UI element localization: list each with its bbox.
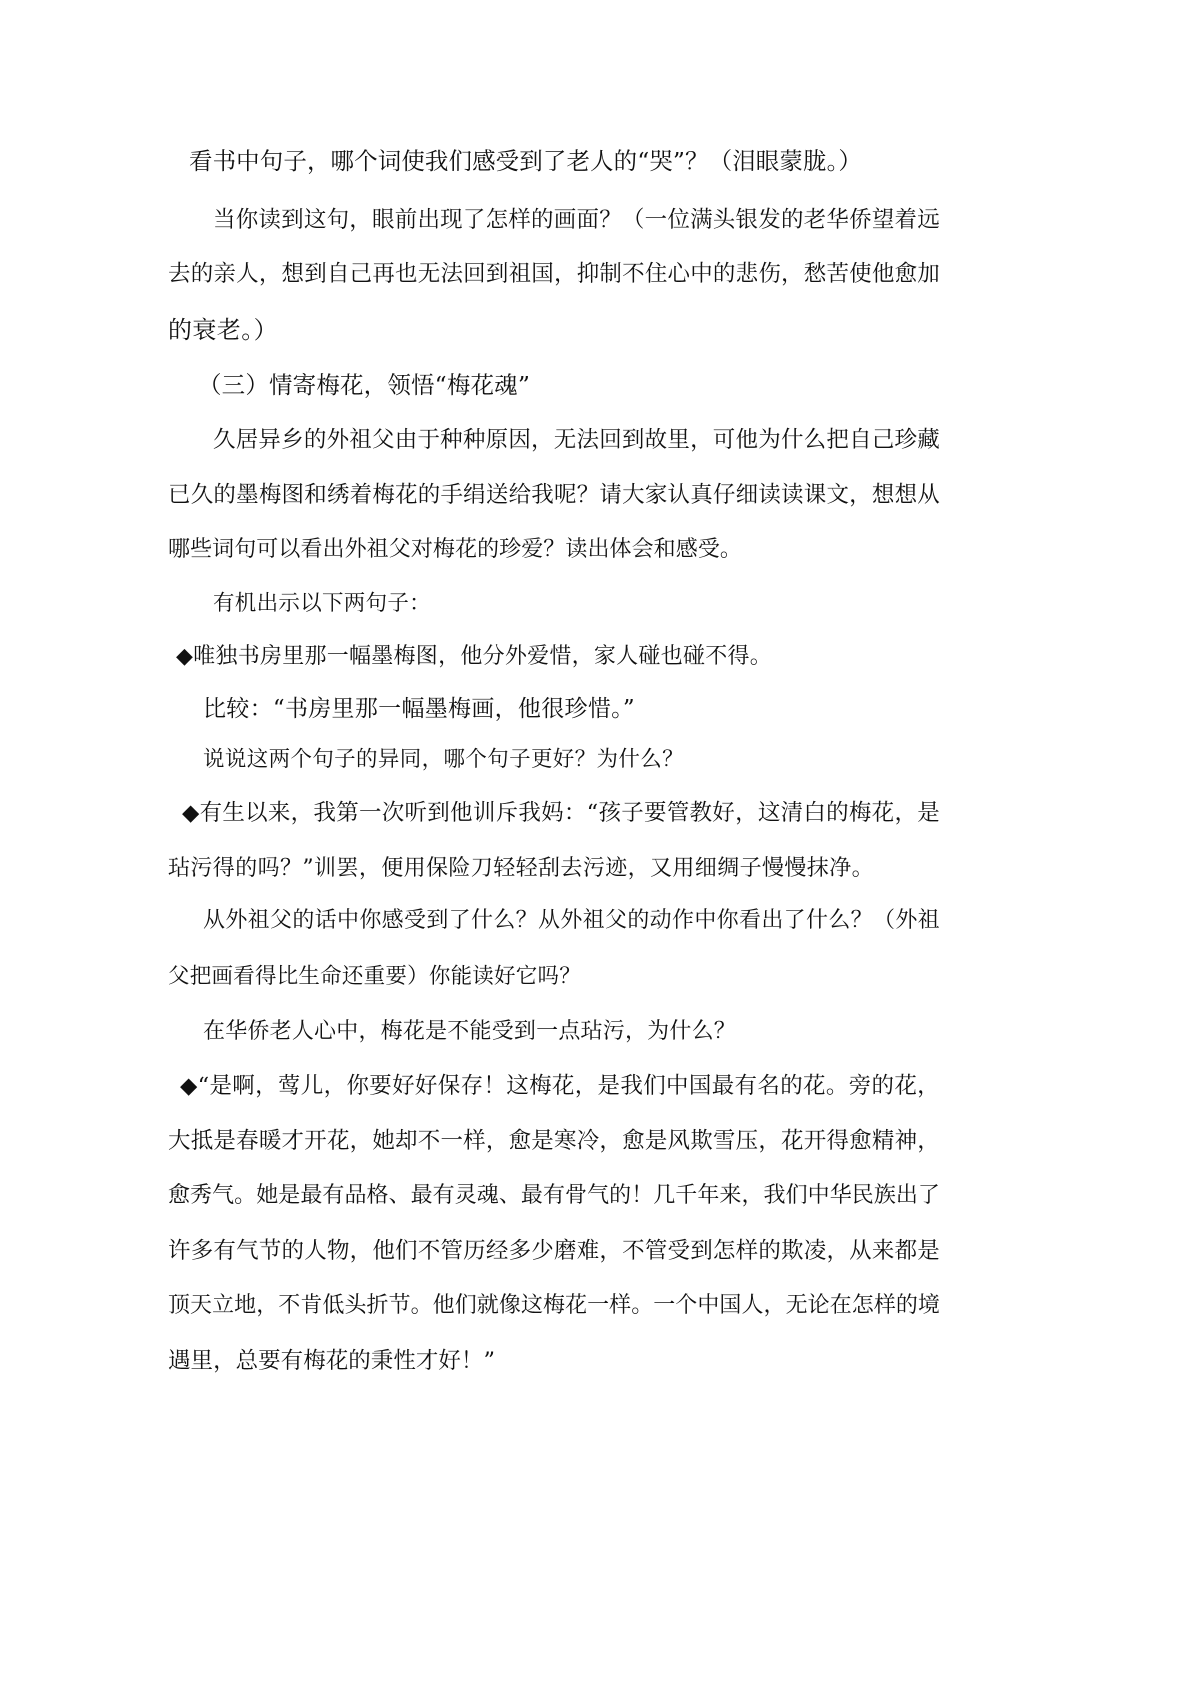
text-line: 从外祖父的话中你感受到了什么？从外祖父的动作中你看出了什么？（外祖 xyxy=(203,908,940,933)
text-line: 久居异乡的外祖父由于种种原因，无法回到故里，可他为什么把自己珍藏 xyxy=(213,427,940,453)
quote-line: ◆有生以来，我第一次听到他训斥我妈：“孩子要管教好，这清白的梅花，是 xyxy=(182,800,940,826)
text-line: 看书中句子，哪个词使我们感受到了老人的“哭”？（泪眼蒙胧。） xyxy=(189,147,862,175)
text-line: 去的亲人，想到自己再也无法回到祖国，抑制不住心中的悲伤，愁苦使他愈加 xyxy=(168,261,940,287)
text-line: 有机出示以下两句子： xyxy=(213,591,431,616)
quote-line: ◆唯独书房里那一幅墨梅图，他分外爱惜，家人碰也碰不得。 xyxy=(176,644,772,669)
section-heading: （三）情寄梅花，领悟“梅花魂” xyxy=(198,371,530,399)
text-line: 说说这两个句子的异同，哪个句子更好？为什么？ xyxy=(203,747,684,772)
text-line: 父把画看得比生命还重要）你能读好它吗？ xyxy=(168,964,581,989)
text-line: 大抵是春暖才开花，她却不一样，愈是寒冷，愈是风欺雪压，花开得愈精神， xyxy=(168,1128,940,1154)
text-line: 愈秀气。她是最有品格、最有灵魂、最有骨气的！几千年来，我们中华民族出了 xyxy=(168,1183,940,1208)
text-line: 遇里，总要有梅花的秉性才好！” xyxy=(168,1348,495,1374)
text-line: 比较：“书房里那一幅墨梅画，他很珍惜。” xyxy=(203,696,635,722)
text-line: 已久的墨梅图和绣着梅花的手绢送给我呢？请大家认真仔细读读课文，想想从 xyxy=(168,482,940,508)
quote-line: ◆“是啊，莺儿，你要好好保存！这梅花，是我们中国最有名的花。旁的花， xyxy=(180,1073,940,1099)
text-line: 玷污得的吗？”训罢，便用保险刀轻轻刮去污迹，又用细绸子慢慢抹净。 xyxy=(168,856,874,881)
text-line: 许多有气节的人物，他们不管历经多少磨难，不管受到怎样的欺凌，从来都是 xyxy=(168,1238,940,1264)
text-line: 的衰老。） xyxy=(168,316,278,344)
text-line: 哪些词句可以看出外祖父对梅花的珍爱？读出体会和感受。 xyxy=(168,537,742,562)
text-line: 顶天立地，不肯低头折节。他们就像这梅花一样。一个中国人，无论在怎样的境 xyxy=(168,1293,940,1318)
text-line: 当你读到这句，眼前出现了怎样的画面？（一位满头银发的老华侨望着远 xyxy=(213,207,940,233)
text-line: 在华侨老人心中，梅花是不能受到一点玷污，为什么？ xyxy=(203,1019,736,1044)
